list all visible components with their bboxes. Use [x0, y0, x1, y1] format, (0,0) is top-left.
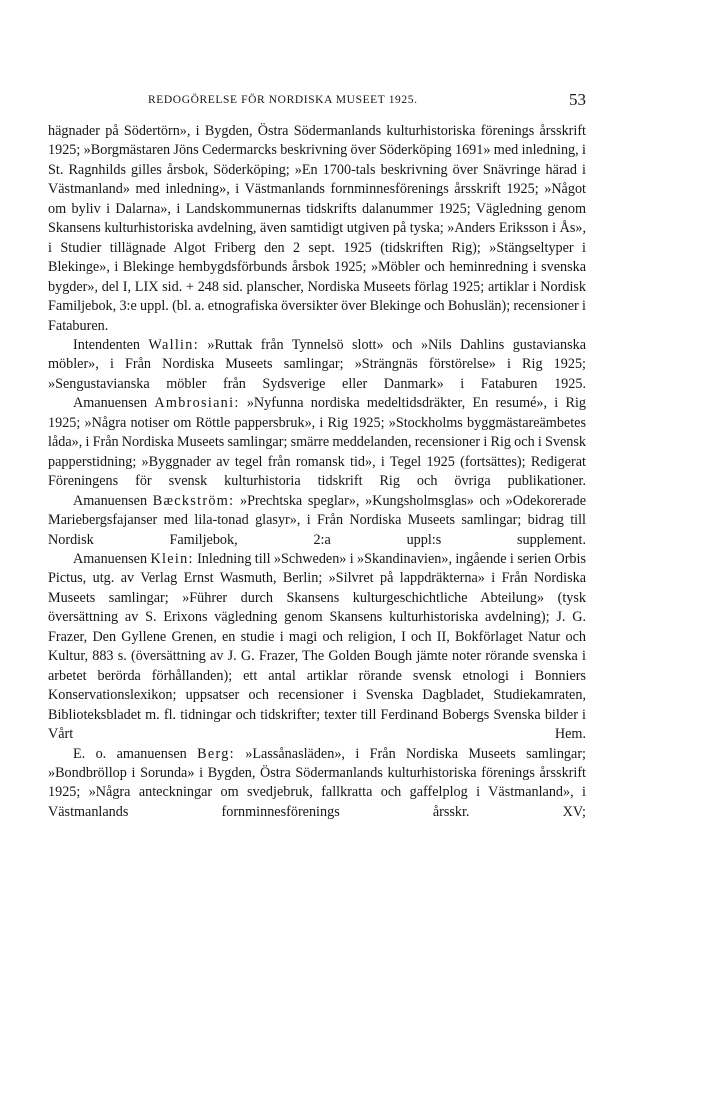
paragraph-lead: Intendenten [73, 336, 140, 353]
running-title: REDOGÖRELSE FÖR NORDISKA MUSEET 1925. [148, 94, 418, 106]
paragraph-berg [48, 745, 586, 823]
paragraph-ambrosiani [48, 394, 586, 491]
person-name: Wallin: [148, 336, 199, 353]
paragraph-text: »Prechtska speglar», »Kungsholmsglas» och »Odekorerade Mariebergsfajanser med lila-tonad glasyr», i Från Nordiska Museets samlingar; bidrag till Nordisk Familjebok, 2:a uppl:s supplement. [48, 492, 587, 548]
paragraph-text: Inledning till »Schweden» i »Skandinavien», ingående i serien Orbis Pictus, utg. av Verlag Ernst Wasmuth, Berlin; »Silvret på lappdräkterna» i Från Nordiska Museets samlingar; »Führer durch Skansens kulturgeschichtliche Abteilung» (tysk översättning av S. Erixons vägledning genom Skansens kulturhistoriska avdelning); J. G. Frazer, Den Gyllene Grenen, en studie i magi och religion, I och II, Bokförlaget Natur och Kultur, 883 s. (översättning av J. G. Frazer, The Golden Bough jämte noter rörande svenska i arbetet berörda förhållanden); ett antal artiklar rörande svensk etnologi i Bonniers Konservationslexikon; uppsatser och recensioner i Svenska Dagbladet, Studiekamraten, Biblioteksbladet m. fl. tidningar och tidskrifter; texter till Ferdinand Bobergs Svenska bilder i Vårt Hem. [48, 550, 586, 743]
paragraph-text: »Ruttak från Tynnelsö slott» och »Nils Dahlins gustavianska möbler», i Från Nordiska Museets samlingar; »Strängnäs förstörelse» i Rig 1925; »Sengustavianska möbler från Sydsverige eller Danmark» i Fataburen 1925. [48, 336, 586, 392]
paragraph-text: »Nyfunna nordiska medeltidsdräkter, En resumé», i Rig 1925; »Några notiser om Röttle pappersbruk», i Rig 1925; »Stockholms byggmästareämbetes låda», i Från Nordiska Museets samlingar; smärre meddelanden, recensioner i Rig och i Svensk papperstidning; »Byggnader av tegel från romansk tid», i Tegel 1925 (fortsättes); Redigerat Föreningens för svensk kulturhistoria tidskrift Rig och övriga publikationer. [48, 395, 586, 490]
paragraph-klein [48, 550, 586, 745]
paragraph-lead: E. o. amanuensen [73, 745, 187, 762]
paragraph-text: hägnader på Södertörn», i Bygden, Östra Södermanlands kulturhistoriska förenings årsskrift 1925; »Borgmästaren Jöns Cedermarcks beskrivning över Söderköping 1691» med inledning, i St. Ragnhilds gilles årsbok, Söderköping; »En 1700-tals beskrivning över Snävringe härad i Västmanland» med inledning», i Västmanlands fornminnesförenings årsskrift 1925; »Något om byliv i Dalarna», i Landskommunernas tidskrifts dalanummer 1925; Vägledning genom Skansens kulturhistoriska avdelning, även samtidigt utgiven på tyska; »Anders Eriksson i Ås», i Studier tillägnade Algot Friberg den 2 sept. 1925 (tidskriften Rig); »Stängseltyper i Blekinge», i Blekinge hembygdsförbunds årsbok 1925; »Möbler och heminredning i svenska bygder», del I, LIX sid. + 248 sid. planscher, Nordiska Museets förlag 1925; artiklar i Nordisk Familjebok, 3:e uppl. (bl. a. etnografiska översikter över Blekinge och Bohuslän); recensioner i Fataburen. [48, 123, 586, 334]
paragraph-text: »Lassånasläden», i Från Nordiska Museets samlingar; »Bondbröllop i Sorunda» i Bygden, Östra Södermanlands kulturhistoriska förenings årsskrift 1925; »Några anteckningar om svedjebruk, fallkratta och gaffelplog i Västmanland», i Västmanlands fornminnesförenings årsskr. XV; [48, 745, 586, 820]
person-name: Ambrosiani: [154, 395, 240, 412]
paragraph-lead: Amanuensen [73, 492, 148, 509]
paragraph-baeckstrom [48, 492, 586, 550]
paragraph-wallin [48, 336, 586, 394]
body-text [48, 122, 586, 822]
page-number: 53 [569, 90, 586, 109]
person-name: Bæckström: [152, 492, 235, 509]
person-name: Klein: [150, 550, 194, 567]
paragraph-lead: Amanuensen [73, 550, 148, 567]
page-header [48, 92, 586, 112]
paragraph-continuation [48, 122, 586, 336]
person-name: Berg: [197, 745, 235, 762]
paragraph-lead: Amanuensen [73, 395, 148, 412]
